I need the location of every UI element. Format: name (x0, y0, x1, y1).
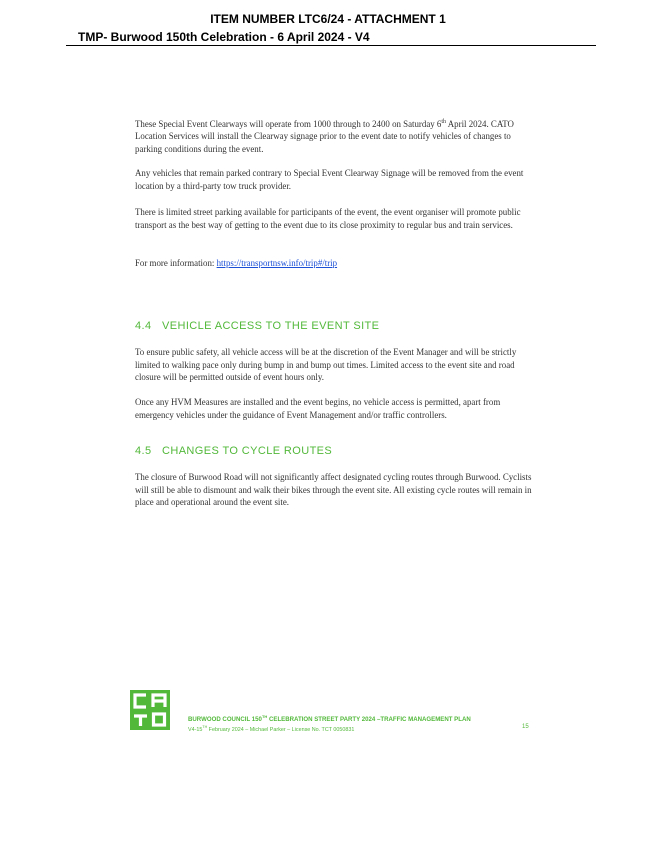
header-divider (66, 45, 596, 46)
intro-paragraph-parking: There is limited street parking available for participants of the event, the event organiser will promote public transport as the best way of getting to the event due to its close proximity to regular bus and train services. (135, 207, 521, 230)
section-title: VEHICLE ACCESS TO THE EVENT SITE (162, 320, 380, 332)
footer-version-start: V4-15 (188, 726, 203, 733)
intro-paragraph-clearways (135, 116, 540, 155)
more-information-line (135, 257, 540, 270)
clearways-text-end: April 2024. CATO Location Services will install the Clearway signage prior to the event date to notify vehicles of changes to parking conditions during the event. (135, 118, 514, 154)
vehicle-access-paragraph-2: Once any HVM Measures are installed and the event begins, no vehicle access is permitted, apart from emergency vehicles under the guidance of Event Management and/or traffic controllers. (135, 397, 501, 420)
footer-version-superscript: TH (202, 725, 208, 729)
intro-paragraph-towing: Any vehicles that remain parked contrary to Special Event Clearway Signage will be removed from the event location by a third-party tow truck provider. (135, 168, 524, 191)
transport-nsw-link[interactable]: https://transportnsw.info/trip#/trip (216, 258, 338, 268)
footer-version-line (188, 725, 354, 733)
document-title-header: TMP- Burwood 150th Celebration - 6 April 2024 - V4 (78, 30, 370, 44)
footer-plan-title (188, 714, 471, 723)
vehicle-access-paragraph-1: To ensure public safety, all vehicle access will be at the discretion of the Event Manager and will be strictly limited to walking pace only during bump in and bump out times. Limited access to the event site and road closure will be permitted outside of event hours only. (135, 347, 517, 382)
footer-version-end: February 2024 – Michael Parker – License No. TCT 0050831 (207, 726, 355, 733)
more-information-label: For more information: (135, 258, 217, 268)
clearways-superscript: th (441, 119, 447, 125)
item-number-header: ITEM NUMBER LTC6/24 - ATTACHMENT 1 (210, 12, 446, 26)
cycle-routes-paragraph: The closure of Burwood Road will not significantly affect designated cycling routes through Burwood. Cyclists will still be able to dismount and walk their bikes through the event site. All existing cycle routes will remain in place and operational around the event site. (135, 472, 532, 507)
cato-logo-icon (130, 690, 170, 730)
section-number: 4.5 (135, 445, 152, 457)
footer-title-superscript: TH (261, 714, 268, 719)
section-heading-cycle-routes (135, 445, 332, 457)
footer-title-start: BURWOOD COUNCIL 150 (188, 716, 262, 724)
clearways-text-start: These Special Event Clearways will operate from 1000 through to 2400 on Saturday 6 (135, 118, 442, 129)
page-number: 15 (522, 724, 529, 730)
section-number: 4.4 (135, 320, 152, 332)
section-title: CHANGES TO CYCLE ROUTES (162, 445, 333, 457)
footer-title-end: CELEBRATION STREET PARTY 2024 –TRAFFIC MANAGEMENT PLAN (267, 716, 471, 724)
section-heading-vehicle-access (135, 320, 379, 332)
